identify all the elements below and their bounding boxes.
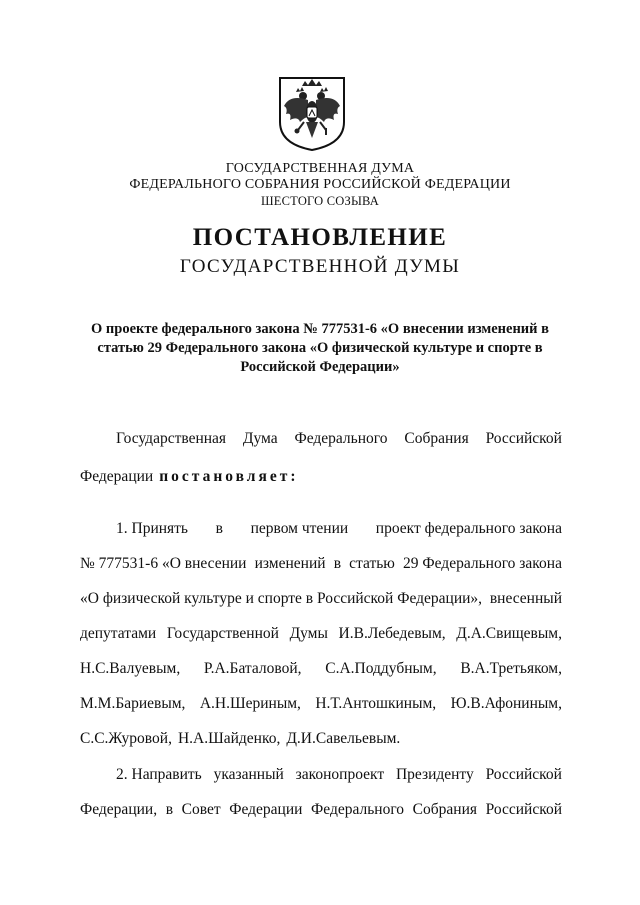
word: Собрания (404, 430, 469, 447)
word: Президенту (395, 766, 474, 783)
word: В.А.Третьяком, (460, 660, 562, 677)
word: Д.И.Савельевым. (286, 730, 401, 747)
subject-line: О проекте федерального закона № 777531-6 «О внесении изменений в (91, 321, 549, 337)
word: Российской (485, 801, 562, 818)
item2-line (116, 766, 562, 784)
word: С.А.Поддубным, (325, 660, 437, 677)
item1-line (80, 695, 562, 713)
word: Н.Т.Антошкиным, (315, 695, 437, 712)
word: Федерального (294, 430, 388, 447)
word: 29 Федерального закона (403, 555, 562, 572)
word: С.С.Журовой, (80, 730, 172, 747)
word: Федерации, (80, 801, 158, 818)
word: 1. Принять (116, 520, 189, 537)
item1-line (80, 730, 562, 748)
word: Думы (289, 625, 328, 642)
word: законопроект (295, 766, 385, 783)
item2-line (80, 801, 562, 819)
word: статью (349, 555, 395, 572)
word: проект федерального закона (375, 520, 562, 537)
word: Собрания (412, 801, 477, 818)
item1-line (80, 660, 562, 678)
word: Государственной (166, 625, 279, 642)
word: 2. Направить (116, 766, 202, 783)
word: М.М.Бариевым, (80, 695, 186, 712)
word: Дума (242, 430, 278, 447)
word: Государственная (116, 430, 227, 447)
word: изменений (254, 555, 326, 572)
word: А.Н.Шериным, (199, 695, 301, 712)
word: Н.А.Шайденко, (177, 730, 281, 747)
word: Федерального (311, 801, 405, 818)
org-name-line2: ФЕДЕРАЛЬНОГО СОБРАНИЯ РОССИЙСКОЙ ФЕДЕРАЦИИ (129, 177, 511, 192)
word: Федерации (80, 468, 154, 485)
word: Совет (181, 801, 221, 818)
item1-line (80, 625, 562, 643)
word: Федерации (229, 801, 303, 818)
preamble-line (116, 430, 562, 448)
subject-line: Российской Федерации» (240, 359, 400, 375)
document-subject (70, 320, 570, 377)
item1-line (80, 555, 562, 573)
word: И.В.Лебедевым, (338, 625, 446, 642)
document-title: ПОСТАНОВЛЕНИЕ (192, 224, 448, 251)
word: № 777531-6 «О внесении (80, 555, 247, 572)
word: «О физической культуре и спорте в Российской Федерации», (80, 590, 483, 607)
item1-line (80, 590, 562, 608)
word: в (333, 555, 342, 572)
word: Ю.В.Афониным, (450, 695, 562, 712)
word: Российской (485, 430, 562, 447)
word: в (215, 520, 223, 537)
resolution-verb: постановляет: (159, 468, 299, 485)
subject-line: статью 29 Федерального закона «О физической культуре и спорте в (97, 340, 543, 356)
word: внесенный (489, 590, 562, 607)
org-name-line1: ГОСУДАРСТВЕННАЯ ДУМА (225, 161, 415, 176)
document-subtitle: ГОСУДАРСТВЕННОЙ ДУМЫ (179, 256, 461, 277)
word: Р.А.Баталовой, (203, 660, 302, 677)
word: Н.С.Валуевым, (80, 660, 181, 677)
word: Российской (485, 766, 562, 783)
item1-line (116, 520, 562, 538)
convocation-label: ШЕСТОГО СОЗЫВА (260, 194, 380, 208)
word: указанный (213, 766, 284, 783)
coat-of-arms-icon (276, 76, 348, 152)
word: в (165, 801, 174, 818)
word: депутатами (80, 625, 157, 642)
word: первом чтении (250, 520, 349, 537)
word: Д.А.Свищевым, (456, 625, 562, 642)
preamble-line (80, 468, 562, 486)
